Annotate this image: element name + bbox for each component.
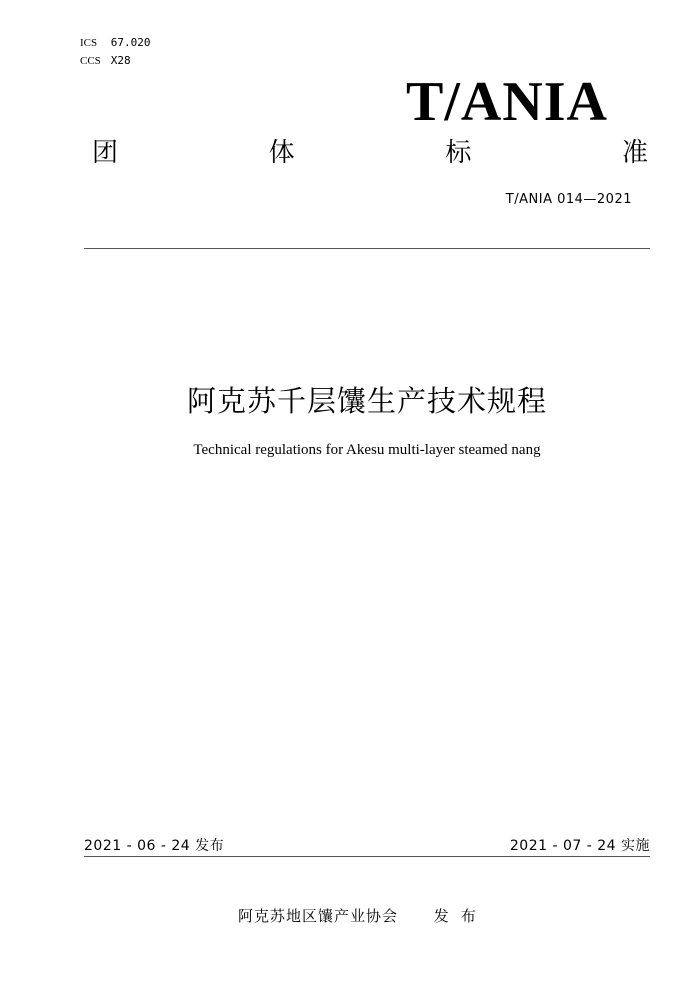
standard-number: T/ANIA 014—2021 bbox=[505, 192, 632, 207]
standard-type-char: 团 bbox=[92, 138, 119, 168]
document-title-english: Technical regulations for Akesu multi-layer steamed nang bbox=[193, 442, 541, 458]
standard-type bbox=[92, 136, 648, 170]
standard-type-char: 标 bbox=[445, 138, 472, 168]
standard-type-char: 体 bbox=[268, 138, 295, 168]
standard-type-char: 准 bbox=[621, 138, 648, 168]
ics-row bbox=[80, 34, 151, 52]
classification-block bbox=[80, 34, 151, 70]
bottom-divider bbox=[84, 856, 650, 857]
publisher-line bbox=[238, 905, 488, 926]
ccs-value: X28 bbox=[110, 54, 131, 67]
publisher-verb: 发布 bbox=[433, 907, 488, 925]
top-divider bbox=[84, 248, 650, 249]
ics-value: 67.020 bbox=[110, 36, 151, 49]
implementation-date: 2021 - 07 - 24 实施 bbox=[509, 838, 650, 854]
issue-date: 2021 - 06 - 24 发布 bbox=[84, 838, 225, 854]
organization-logo: T/ANIA bbox=[405, 71, 608, 133]
ccs-label: CCS bbox=[80, 55, 101, 67]
document-title-chinese: 阿克苏千层馕生产技术规程 bbox=[186, 384, 547, 418]
publisher-organization: 阿克苏地区馕产业协会 bbox=[238, 907, 399, 925]
ccs-row bbox=[80, 52, 151, 70]
ics-label: ICS bbox=[80, 37, 98, 49]
